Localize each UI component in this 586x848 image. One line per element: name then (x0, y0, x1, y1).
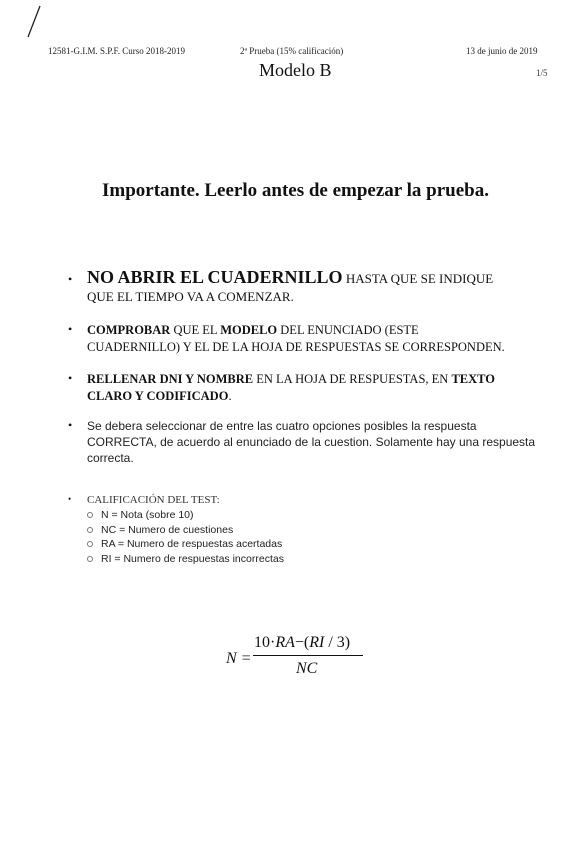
instruction-4-line1: Se debera seleccionar de entre las cuatro opciones posibles la respuesta (87, 419, 477, 433)
instruction-2-text-1: QUE EL (170, 323, 221, 337)
instruction-3-bold-2: TEXTO (451, 372, 495, 386)
instruction-1 (87, 268, 547, 306)
list-item-text: RI = Numero de respuestas incorrectas (101, 552, 284, 565)
instruction-4-line3: correcta. (87, 451, 134, 465)
exam-header: 2ª Prueba (15% calificación) (240, 46, 344, 56)
instruction-1-rest: HASTA QUE SE INDIQUE (342, 271, 494, 286)
list-item (87, 508, 284, 523)
bullet-3: • (68, 371, 73, 385)
page-number: 1/5 (536, 68, 548, 78)
pen-stroke-mark (18, 4, 48, 40)
list-item (87, 537, 284, 552)
instruction-3-bold-3: CLARO Y CODIFICADO (87, 389, 229, 403)
calificacion-list (87, 508, 284, 566)
instruction-1-line2: QUE EL TIEMPO VA A COMENZAR. (87, 289, 294, 304)
formula-numerator: 10·RA−(RI / 3) (254, 634, 351, 651)
fraction-bar (253, 655, 363, 656)
instruction-3-text-1: EN LA HOJA DE RESPUESTAS, EN (253, 372, 452, 386)
instruction-2-text-2: DEL ENUNCIADO (ESTE (277, 323, 419, 337)
ring-bullet-icon (87, 541, 93, 547)
instruction-4-line2: CORRECTA, de acuerdo al enunciado de la cuestion. Solamente hay una respuesta (87, 435, 536, 449)
instruction-2-bold-1: COMPROBAR (87, 323, 171, 337)
instruction-4 (87, 418, 547, 466)
formula-lhs: N = (226, 650, 252, 667)
instruction-2 (87, 322, 547, 356)
important-heading: Importante. Leerlo antes de empezar la prueba. (102, 180, 489, 201)
formula-denominator: NC (296, 660, 318, 677)
instruction-2-bold-2: MODELO (220, 323, 278, 337)
instruction-1-bold: NO ABRIR EL CUADERNILLO (87, 267, 343, 287)
date-header: 13 de junio de 2019 (466, 46, 538, 56)
list-item-text: RA = Numero de respuestas acertadas (101, 538, 283, 550)
bullet-1: • (68, 272, 73, 286)
bullet-5: • (68, 494, 72, 504)
ring-bullet-icon (87, 512, 93, 518)
calificacion-title: CALIFICACIÓN DEL TEST: (87, 494, 220, 506)
bullet-2: • (68, 322, 73, 336)
ring-bullet-icon (87, 556, 93, 562)
list-item-text: NC = Numero de cuestiones (101, 523, 234, 536)
list-item (87, 552, 284, 567)
instruction-3-text-2: . (228, 389, 232, 403)
instruction-3 (87, 371, 547, 405)
course-header: 12581-G.I.M. S.P.F. Curso 2018-2019 (48, 46, 186, 56)
bullet-4: • (68, 418, 73, 432)
list-item (87, 523, 284, 538)
ring-bullet-icon (87, 527, 93, 533)
instruction-2-line2: CUADERNILLO) Y EL DE LA HOJA DE RESPUESTAS SE CORRESPONDEN. (87, 340, 505, 354)
list-item-text: N = Nota (sobre 10) (101, 509, 194, 521)
instruction-3-bold-1: RELLENAR DNI Y NOMBRE (87, 372, 254, 386)
model-title: Modelo B (259, 60, 332, 80)
